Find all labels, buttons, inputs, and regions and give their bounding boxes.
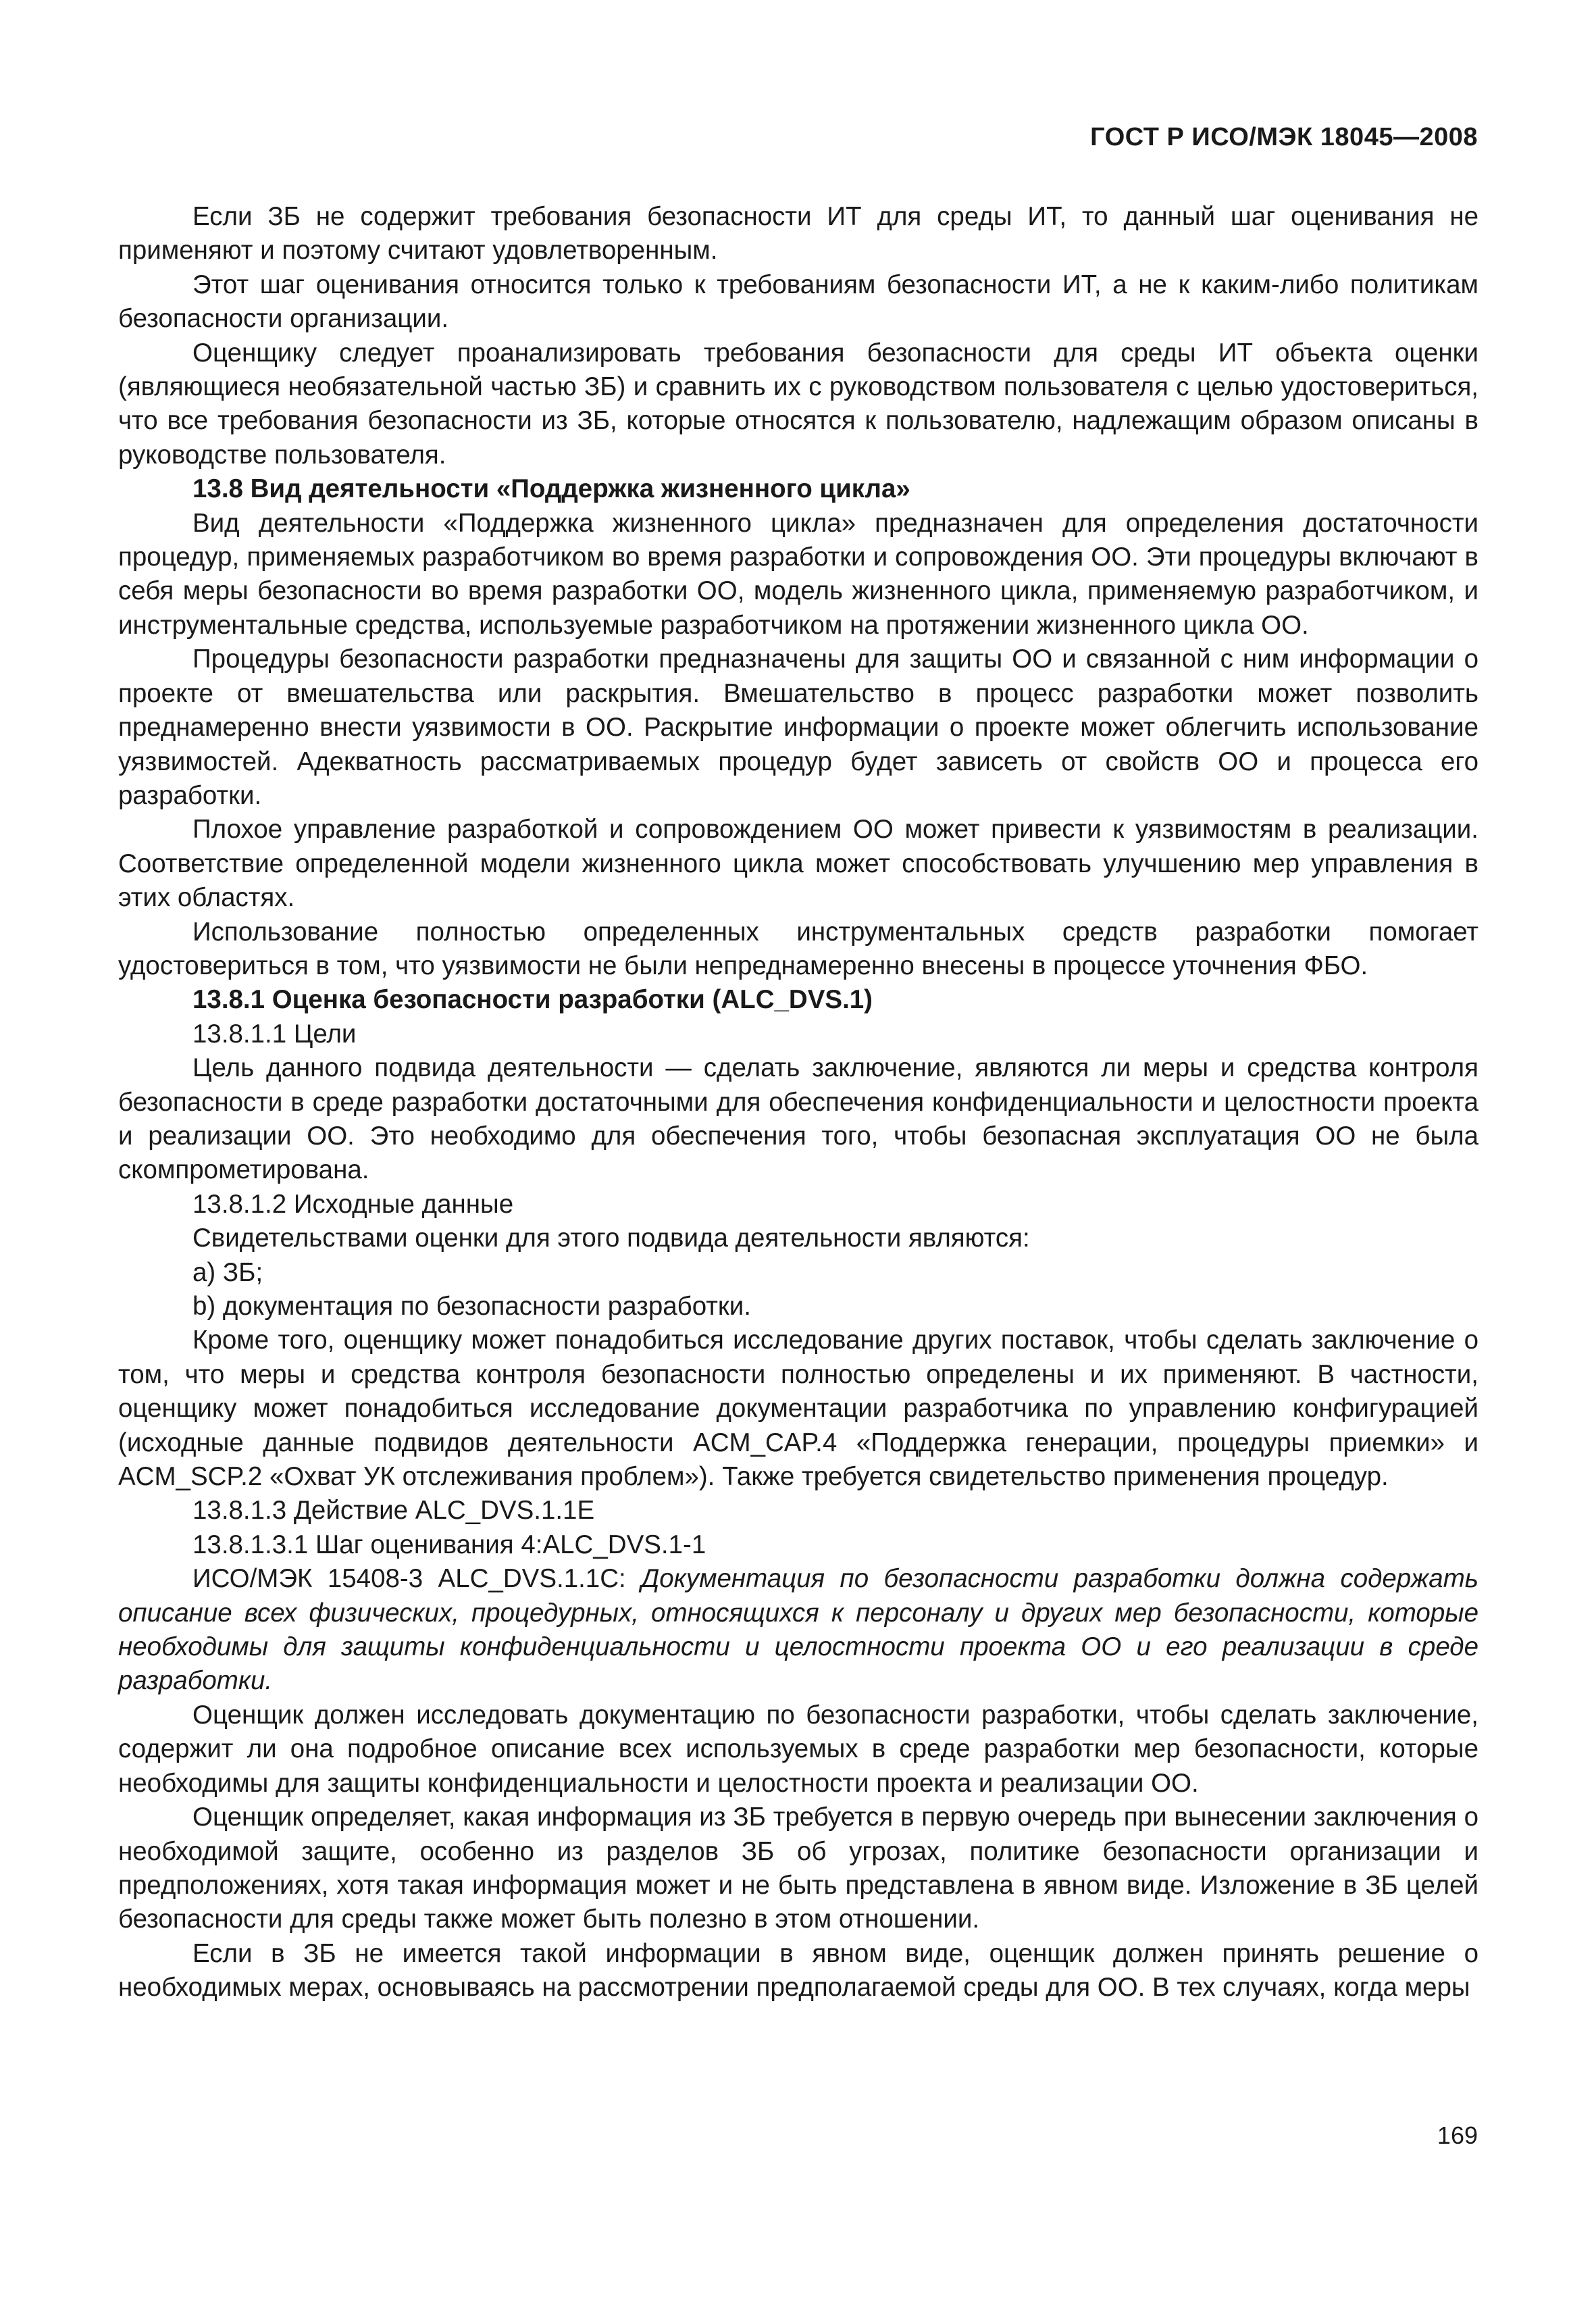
section-heading-13-8: 13.8 Вид деятельности «Поддержка жизненного цикла» xyxy=(192,474,910,504)
subsection-title: 13.8.1.3 Действие ALC_DVS.1.1E xyxy=(192,1496,595,1526)
requirement-text: Документация по безопасности разработки должна содержать описание всех физических, процедурных, относящихся к персоналу и других мер безопасности, которые необходимы для защиты конфиденциальности и целостности проекта ОО и его реализации в среде разработки. xyxy=(118,1564,1479,1696)
paragraph: Цель данного подвида деятельности — сделать заключение, являются ли меры и средства контроля безопасности в среде разработки достаточными для обеспечения конфиденциальности и целостности проекта и реализации ОО. Это необходимо для обеспечения того, чтобы безопасная эксплуатация ОО не была скомпрометирована. xyxy=(118,1053,1478,1185)
paragraph: Кроме того, оценщику может понадобиться исследование других поставок, чтобы сделать заключение о том, что меры и средства контроля безопасности полностью определены и их применяют. В частности, оценщику может понадобиться исследование документации разработчика по управлению конфигурацией (исходные данные подвидов деятельности ACM_CAP.4 «Поддержка генерации, процедуры приемки» и ACM_SCP.2 «Охват УК отслеживания проблем»). Также требуется свидетельство применения процедур. xyxy=(118,1326,1478,1492)
page-number: 169 xyxy=(1437,2121,1478,2149)
requirement-paragraph xyxy=(118,1562,1478,1699)
paragraph: Оценщик должен исследовать документацию по безопасности разработки, чтобы сделать заключение, содержит ли она подробное описание всех используемых в среде разработки мер безопасности, которые необходимы для защиты конфиденциальности и целостности проекта и реализации ОО. xyxy=(118,1700,1478,1798)
subsection-title: 13.8.1.3.1 Шаг оценивания 4:ALC_DVS.1-1 xyxy=(192,1530,706,1559)
section-heading-13-8-1: 13.8.1 Оценка безопасности разработки (ALC_DVS.1) xyxy=(192,985,873,1015)
subsection-title: 13.8.1.2 Исходные данные xyxy=(192,1189,514,1219)
paragraph: Вид деятельности «Поддержка жизненного цикла» предназначен для определения достаточности процедур, применяемых разработчиком во время разработки и сопровождения ОО. Эти процедуры включают в себя меры безопасности во время разработки ОО, модель жизненного цикла, применяемую разработчиком, и инструментальные средства, используемые разработчиком на протяжении жизненного цикла ОО. xyxy=(118,508,1478,640)
document-body xyxy=(118,200,1478,2005)
paragraph: Плохое управление разработкой и сопровождением ОО может привести к уязвимостям в реализации. Соответствие определенной модели жизненного цикла может способствовать улучшению мер управления в этих областях. xyxy=(118,815,1478,913)
paragraph: Свидетельствами оценки для этого подвида деятельности являются: xyxy=(192,1224,1030,1253)
paragraph: Если в ЗБ не имеется такой информации в явном виде, оценщик должен принять решение о необходимых мерах, основываясь на рассмотрении предполагаемой среды для ОО. В тех случаях, когда меры xyxy=(118,1938,1478,2003)
paragraph: Этот шаг оценивания относится только к требованиям безопасности ИТ, а не к каким-либо политикам безопасности организации. xyxy=(118,270,1478,334)
list-item: а) ЗБ; xyxy=(192,1257,263,1287)
subsection-title: 13.8.1.1 Цели xyxy=(192,1019,357,1049)
paragraph: Процедуры безопасности разработки предназначены для защиты ОО и связанной с ним информации о проекте от вмешательства или раскрытия. Вмешательство в процесс разработки может позволить преднамеренно внести уязвимости в ОО. Раскрытие информации о проекте может облегчить использование уязвимостей. Адекватность рассматриваемых процедур будет зависеть от свойств ОО и процесса его разработки. xyxy=(118,645,1478,810)
list-item: b) документация по безопасности разработки. xyxy=(192,1292,751,1321)
requirement-reference: ИСО/МЭК 15408-3 ALC_DVS.1.1C: xyxy=(192,1564,642,1594)
paragraph: Оценщик определяет, какая информация из ЗБ требуется в первую очередь при вынесении заключения о необходимой защите, особенно из разделов ЗБ об угрозах, политике безопасности организации и предположениях, хотя такая информация может и не быть представлена в явном виде. Изложение в ЗБ целей безопасности для среды также может быть полезно в этом отношении. xyxy=(118,1803,1478,1934)
document-header: ГОСТ Р ИСО/МЭК 18045—2008 xyxy=(1090,123,1478,151)
paragraph: Использование полностью определенных инструментальных средств разработки помогает удостовериться в том, что уязвимости не были непреднамеренно внесены в процессе уточнения ФБО. xyxy=(118,917,1478,980)
paragraph: Оценщику следует проанализировать требования безопасности для среды ИТ объекта оценки (являющиеся необязательной частью ЗБ) и сравнить их с руководством пользователя с целью удостовериться, что все требования безопасности из ЗБ, которые относятся к пользователю, надлежащим образом описаны в руководстве пользователя. xyxy=(118,338,1478,470)
paragraph: Если ЗБ не содержит требования безопасности ИТ для среды ИТ, то данный шаг оценивания не применяют и поэтому считают удовлетворенным. xyxy=(118,202,1478,266)
